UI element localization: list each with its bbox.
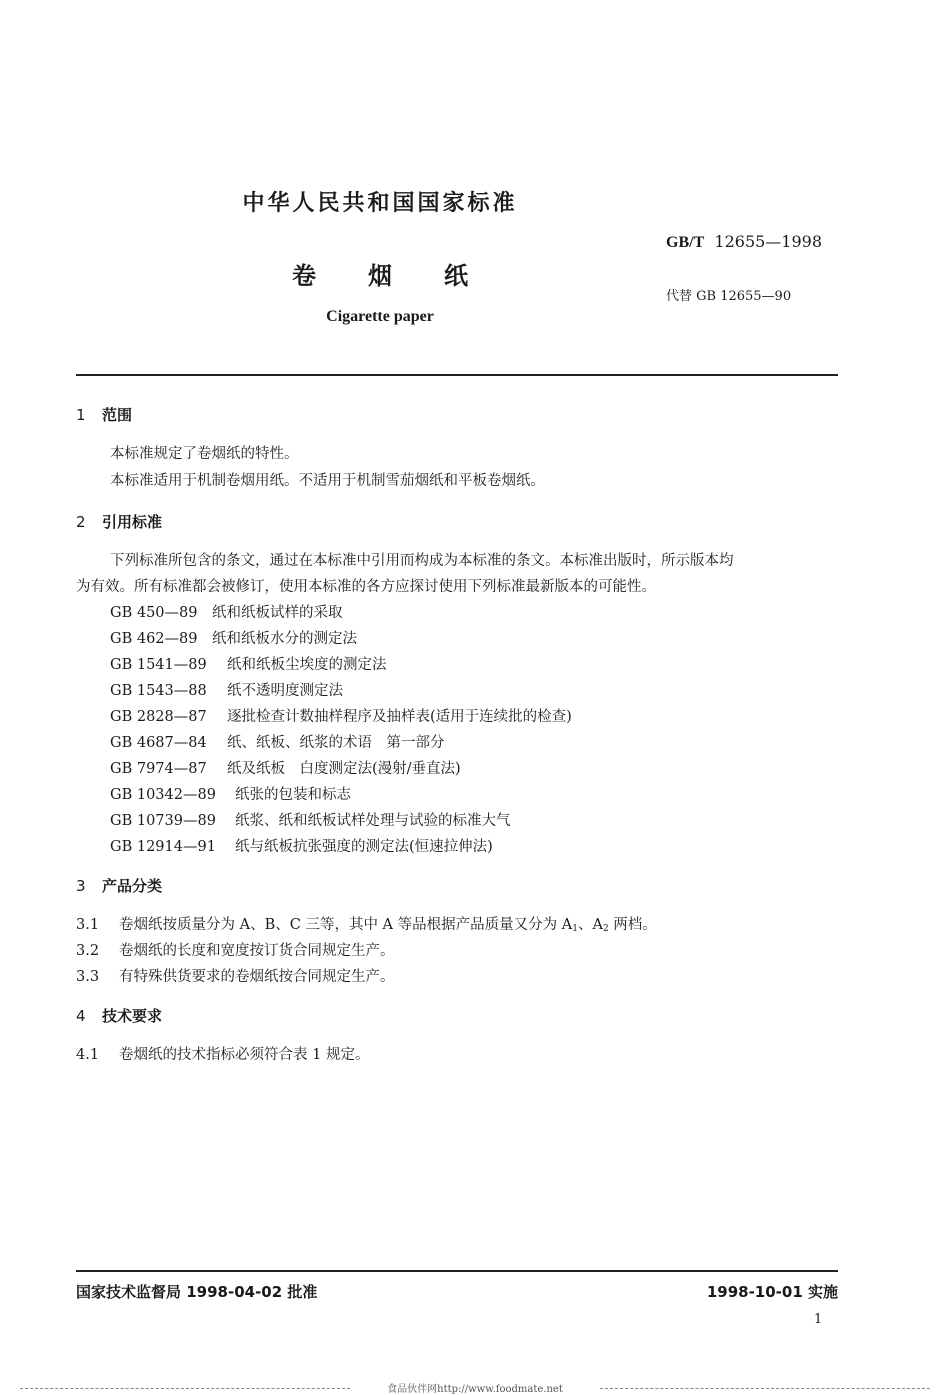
reference-title: 纸和纸板试样的采取 <box>212 605 343 621</box>
clause-text: 有特殊供货要求的卷烟纸按合同规定生产。 <box>119 969 395 985</box>
reference-item <box>110 679 343 700</box>
clause-3-3 <box>76 965 395 986</box>
reference-title: 逐批检查计数抽样程序及抽样表(适用于连续批的检查) <box>227 709 572 725</box>
clause-3-2 <box>76 939 395 960</box>
title-char-1: 卷 <box>292 262 316 290</box>
reference-title: 纸和纸板尘埃度的测定法 <box>227 657 387 673</box>
reference-code: GB 12914—91 <box>110 839 216 855</box>
standard-code <box>666 232 822 252</box>
reference-item <box>110 757 461 778</box>
document-title-cn <box>0 256 760 291</box>
section-title: 产品分类 <box>102 877 163 895</box>
paragraph: 本标准适用于机制卷烟用纸。不适用于机制雪茄烟纸和平板卷烟纸。 <box>110 473 545 489</box>
reference-title: 纸和纸板水分的测定法 <box>212 631 357 647</box>
reference-item <box>110 601 343 622</box>
footer-divider <box>76 1270 838 1272</box>
standard-code-number: 12655—1998 <box>714 232 823 251</box>
section-number: 4 <box>76 1007 86 1025</box>
subscript: 1 <box>572 924 578 934</box>
section-2-heading <box>76 511 162 532</box>
reference-title: 纸浆、纸和纸板试样处理与试验的标准大气 <box>235 813 511 829</box>
clause-text-tail: 两档。 <box>608 917 657 933</box>
national-standard-title: 中华人民共和国国家标准 <box>242 191 518 216</box>
approval-note: 国家技术监督局 1998-04-02 批准 <box>76 1283 318 1301</box>
reference-item <box>110 809 511 830</box>
clause-number: 3.2 <box>76 943 100 959</box>
clause-text-mid: 、A <box>577 917 603 933</box>
reference-title: 纸与纸板抗张强度的测定法(恒速拉伸法) <box>235 839 493 855</box>
section-number: 2 <box>76 513 86 531</box>
watermark: 食品伙伴网http://www.foodmate.net <box>387 1384 563 1395</box>
section-3-heading <box>76 875 162 896</box>
reference-code: GB 462—89 <box>110 631 198 647</box>
paragraph: 为有效。所有标准都会被修订，使用本标准的各方应探讨使用下列标准最新版本的可能性。 <box>76 579 656 595</box>
reference-item <box>110 627 357 648</box>
reference-title: 纸张的包装和标志 <box>235 787 351 803</box>
clause-number: 4.1 <box>76 1047 100 1063</box>
section-1-heading <box>76 404 132 425</box>
clause-number: 3.1 <box>76 917 100 933</box>
reference-code: GB 7974—87 <box>110 761 207 777</box>
clause-4-1 <box>76 1043 369 1064</box>
standard-code-prefix: GB/T <box>666 234 705 251</box>
reference-item <box>110 731 445 752</box>
reference-code: GB 450—89 <box>110 605 198 621</box>
reference-code: GB 10739—89 <box>110 813 216 829</box>
section-4-heading <box>76 1005 162 1026</box>
paragraph: 下列标准所包含的条文，通过在本标准中引用而构成为本标准的条文。本标准出版时，所示版本均 <box>110 553 734 569</box>
reference-title: 纸不透明度测定法 <box>227 683 343 699</box>
reference-item <box>110 705 572 726</box>
effective-date-note: 1998-10-01 实施 <box>706 1283 838 1301</box>
title-char-2: 烟 <box>368 262 392 290</box>
reference-item <box>110 653 387 674</box>
section-title: 范围 <box>102 406 133 424</box>
reference-item <box>110 835 493 856</box>
clause-text: 卷烟纸按质量分为 A、B、C 三等，其中 A 等品根据产品质量又分为 A <box>119 917 573 933</box>
clause-3-1 <box>76 913 657 934</box>
reference-code: GB 10342—89 <box>110 787 216 803</box>
reference-item <box>110 783 351 804</box>
subscript: 2 <box>602 924 609 934</box>
clause-text: 卷烟纸的技术指标必须符合表 1 规定。 <box>119 1047 370 1063</box>
reference-code: GB 1541—89 <box>110 657 207 673</box>
document-title-en: Cigarette paper <box>326 308 434 325</box>
paragraph: 本标准规定了卷烟纸的特性。 <box>110 446 299 462</box>
reference-code: GB 2828—87 <box>110 709 207 725</box>
page-number: 1 <box>814 1312 823 1327</box>
title-char-3: 纸 <box>444 262 468 290</box>
section-title: 引用标准 <box>102 513 163 531</box>
header-divider <box>76 374 838 376</box>
clause-text: 卷烟纸的长度和宽度按订货合同规定生产。 <box>119 943 395 959</box>
reference-code: GB 4687—84 <box>110 735 207 751</box>
reference-code: GB 1543—88 <box>110 683 207 699</box>
reference-title: 纸及纸板 白度测定法(漫射/垂直法) <box>227 761 461 777</box>
section-title: 技术要求 <box>102 1007 163 1025</box>
section-number: 3 <box>76 877 86 895</box>
replaces-standard: 代替 GB 12655—90 <box>666 289 792 304</box>
section-number: 1 <box>76 406 86 424</box>
clause-number: 3.3 <box>76 969 100 985</box>
reference-title: 纸、纸板、纸浆的术语 第一部分 <box>227 735 445 751</box>
